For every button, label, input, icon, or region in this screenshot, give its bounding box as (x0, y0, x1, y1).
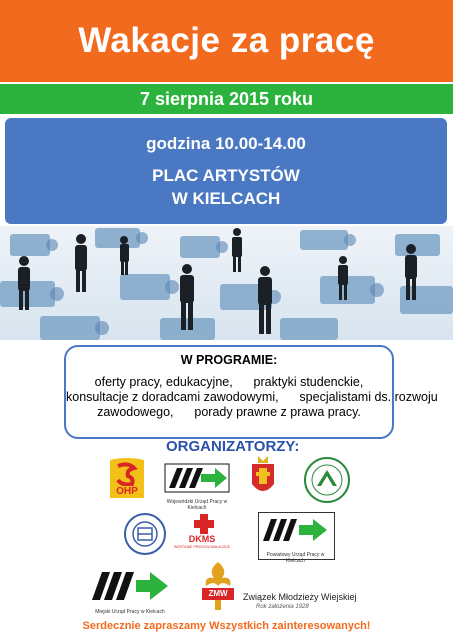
mup-logo (88, 566, 172, 615)
organizers-heading: ORGANIZATORZY: (166, 438, 300, 455)
event-date: 7 sierpnia 2015 roku (139, 88, 314, 109)
mup-label: Miejski Urząd Pracy w Kielcach (95, 609, 165, 615)
crest-icon (248, 454, 278, 500)
event-info-box (5, 118, 447, 224)
dkms-sublabel: WSPÓLNIE PRZECIW BIAŁACZCE (174, 545, 231, 549)
event-place-line1: PLAC ARTYSTÓW (152, 166, 300, 185)
pip-seal (123, 512, 167, 556)
program-heading: W PROGRAMIE: (180, 353, 278, 367)
date-banner (0, 84, 453, 114)
program-line: oferty pracy, edukacyjne, praktyki studenckie, (94, 375, 364, 389)
program-line: zawodowego, porady prawne z prawa pracy. (97, 405, 361, 419)
dkms-logo (174, 514, 231, 554)
zmw-badge: ZMW (208, 589, 228, 598)
zmw-name: Związek Młodzieży Wiejskiej (243, 592, 357, 602)
program-line: konsultacje z doradcami zawodowymi, specjalistami ds. rozwoju (66, 390, 438, 404)
academy-seal (303, 456, 351, 504)
event-place-line2: W KIELCACH (171, 189, 281, 208)
wup-logo (163, 462, 231, 511)
footer-invitation: Serdecznie zapraszamy Wszystkich zainteresowanych! (82, 620, 371, 632)
wup-emblem-icon (163, 462, 231, 494)
pup-emblem-icon (259, 513, 332, 547)
pup-label: Powiatowy Urząd Pracy w Kielcach (266, 552, 325, 564)
ohp-logo (104, 456, 150, 500)
event-hour: godzina 10.00-14.00 (146, 134, 306, 153)
cross-icon (192, 514, 216, 534)
zmw-logo (198, 560, 238, 610)
zmw-emblem-icon (198, 560, 238, 610)
ohp-label: OHP (116, 486, 138, 497)
seal-icon (123, 512, 167, 556)
dkms-label: DKMS (188, 534, 216, 544)
pup-logo (258, 512, 335, 564)
zmw-year: Rok założenia 1928 (256, 604, 309, 610)
kielce-crest (248, 454, 278, 500)
mup-emblem-icon (88, 566, 172, 604)
page-title: Wakacje za pracę (78, 21, 375, 60)
seal-icon (303, 456, 351, 504)
puzzle-people-photo (0, 226, 453, 340)
wup-label: Wojewódzki Urząd Pracy w Kielcach (166, 499, 228, 511)
title-banner (0, 0, 453, 82)
program-box (64, 345, 438, 439)
